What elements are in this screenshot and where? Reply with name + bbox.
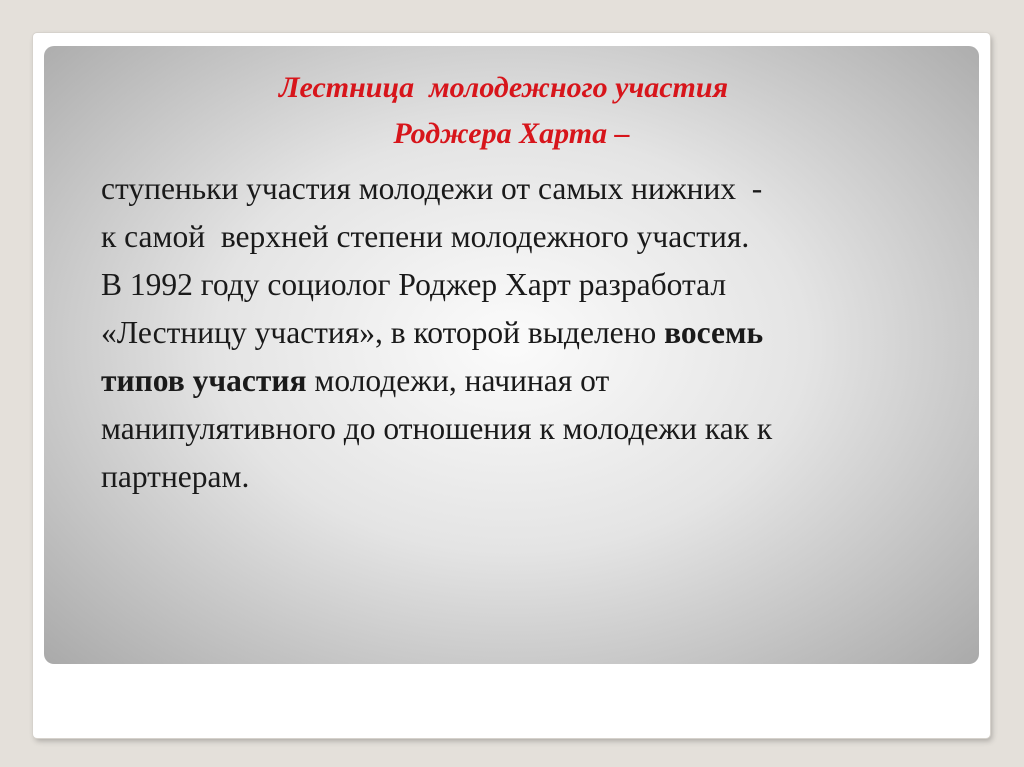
paragraph-history-line-1: В 1992 году социолог Роджер Харт разработал [101,267,727,302]
paragraph-history-line-2-text: «Лестницу участия», в которой выделено [101,315,665,350]
paragraph-history-line-3-text: молодежи, начиная от [306,363,610,398]
paragraph-definition-line-1: ступеньки участия молодежи от самых нижних - [101,171,763,206]
paragraph-history [101,261,961,501]
emphasis-eight: восемь [664,315,764,350]
paragraph-history-line-4: манипулятивного до отношения к молодежи как к [101,411,773,446]
emphasis-types-of-participation: типов участия [101,363,307,398]
paragraph-history-line-2 [101,309,961,357]
paragraph-definition [101,165,961,261]
slide-title-line-2: Роджера Харта – [393,117,630,150]
paragraph-definition-line-2: к самой верхней степени молодежного участия. [101,219,750,254]
paragraph-history-line-3 [101,357,961,405]
slide-title-line-1: Лестница молодежного участия [278,71,729,104]
paragraph-history-line-5: партнерам. [101,459,250,494]
